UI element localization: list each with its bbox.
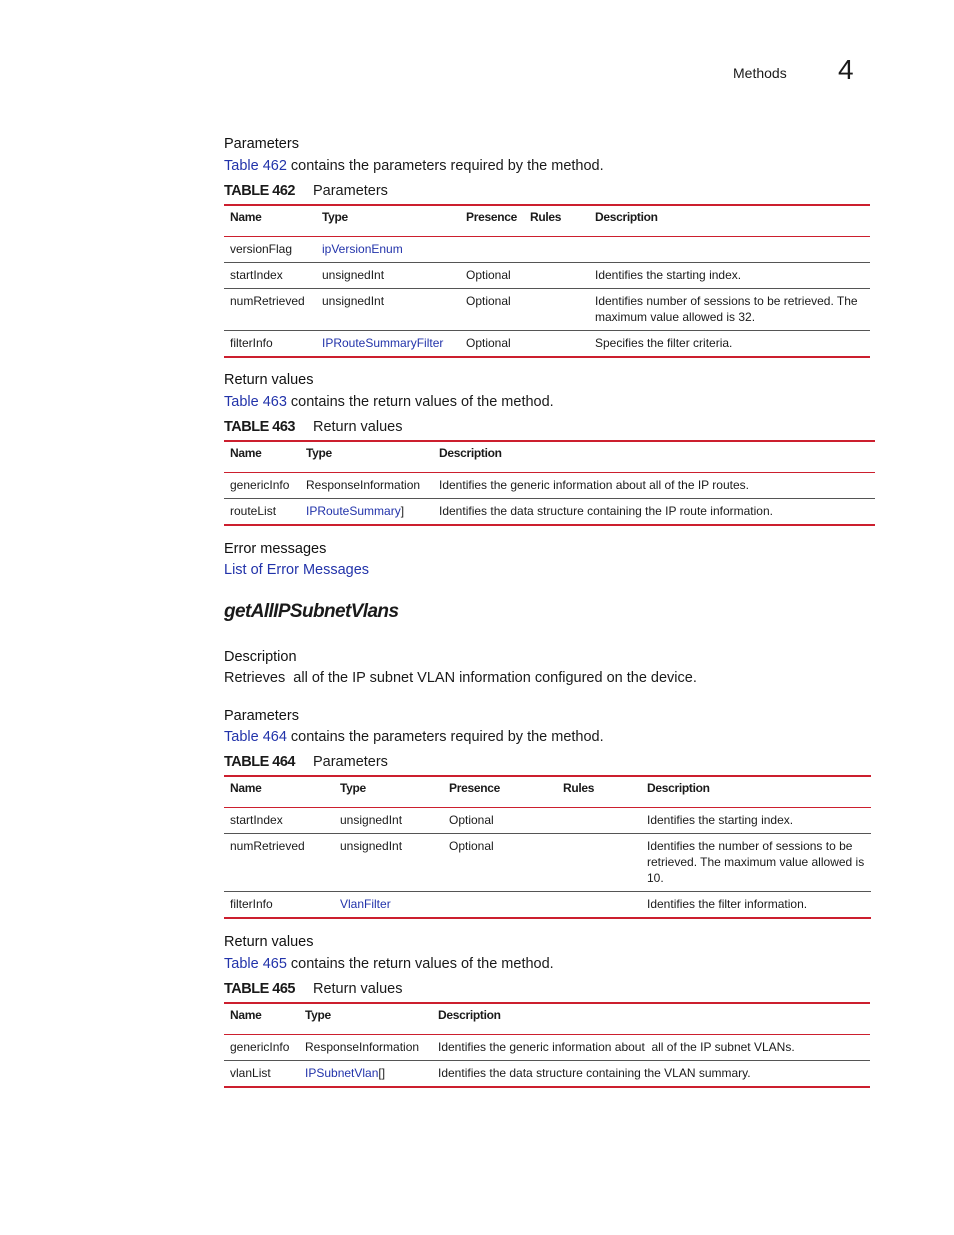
cell-description: Identifies the starting index. bbox=[641, 808, 871, 834]
table-row: vlanList IPSubnetVlan[] Identifies the data structure containing the VLAN summary. bbox=[224, 1061, 870, 1088]
table-header-row bbox=[224, 1003, 870, 1035]
table-header-row bbox=[224, 205, 870, 237]
type-link[interactable]: IPSubnetVlan bbox=[305, 1066, 379, 1080]
table-row bbox=[224, 1035, 870, 1061]
cell-name: genericInfo bbox=[224, 1035, 299, 1061]
column-header: Description bbox=[589, 205, 870, 237]
return-values-heading: Return values bbox=[224, 372, 314, 388]
table-463-caption: TABLE 463 Return values bbox=[224, 419, 403, 435]
column-header: Type bbox=[300, 441, 433, 473]
cell-type: unsignedInt bbox=[334, 834, 443, 892]
description-text: Retrieves all of the IP subnet VLAN information configured on the device. bbox=[224, 670, 697, 686]
cell-description: Identifies the starting index. bbox=[589, 263, 870, 289]
column-header: Description bbox=[641, 776, 871, 808]
cell-rules bbox=[557, 834, 641, 892]
description-heading: Description bbox=[224, 649, 297, 665]
error-messages-heading: Error messages bbox=[224, 541, 327, 557]
cell-presence: Optional bbox=[460, 263, 524, 289]
parameters-heading: Parameters bbox=[224, 136, 299, 152]
table-row bbox=[224, 834, 871, 892]
cell-rules bbox=[524, 331, 589, 358]
column-header: Rules bbox=[524, 205, 589, 237]
cell-description: Identifies the data structure containing the IP route information. bbox=[433, 499, 875, 526]
table-row bbox=[224, 331, 870, 358]
table-row: routeList IPRouteSummary] Identifies the data structure containing the IP route information. bbox=[224, 499, 875, 526]
cell-description: Identifies the generic information about all of the IP subnet VLANs. bbox=[432, 1035, 870, 1061]
cell-name: versionFlag bbox=[224, 237, 316, 263]
type-link[interactable]: IPRouteSummaryFilter bbox=[322, 336, 444, 350]
table-462-caption: TABLE 462 Parameters bbox=[224, 183, 388, 199]
column-header: Type bbox=[299, 1003, 432, 1035]
type-link[interactable]: IPRouteSummary bbox=[306, 504, 401, 518]
cell-rules bbox=[524, 237, 589, 263]
cell-presence bbox=[443, 892, 557, 919]
table-465-link[interactable]: Table 465 bbox=[224, 956, 287, 972]
table-header-row bbox=[224, 776, 871, 808]
column-header: Presence bbox=[443, 776, 557, 808]
running-header-section: Methods bbox=[733, 65, 787, 81]
column-header: Description bbox=[433, 441, 875, 473]
cell-rules bbox=[524, 263, 589, 289]
cell-presence: Optional bbox=[443, 808, 557, 834]
parameters-heading: Parameters bbox=[224, 708, 299, 724]
cell-name: startIndex bbox=[224, 263, 316, 289]
cell-name: filterInfo bbox=[224, 331, 316, 358]
cell-name: startIndex bbox=[224, 808, 334, 834]
table-row bbox=[224, 263, 870, 289]
type-link[interactable]: ipVersionEnum bbox=[322, 242, 403, 256]
cell-presence: Optional bbox=[460, 289, 524, 331]
parameters-intro: Table 464 contains the parameters required by the method. bbox=[224, 729, 604, 745]
cell-description: Identifies the generic information about all of the IP routes. bbox=[433, 473, 875, 499]
cell-name: numRetrieved bbox=[224, 834, 334, 892]
return-values-intro: Table 463 contains the return values of the method. bbox=[224, 394, 554, 410]
table-row bbox=[224, 473, 875, 499]
table-462-link[interactable]: Table 462 bbox=[224, 158, 287, 174]
return-values-heading: Return values bbox=[224, 934, 314, 950]
table-header-row bbox=[224, 441, 875, 473]
cell-type: unsignedInt bbox=[316, 263, 460, 289]
error-messages-link[interactable]: List of Error Messages bbox=[224, 562, 370, 578]
cell-type: unsignedInt bbox=[316, 289, 460, 331]
cell-name: routeList bbox=[224, 499, 300, 526]
parameters-intro: Table 462 contains the parameters required by the method. bbox=[224, 158, 604, 174]
column-header: Type bbox=[334, 776, 443, 808]
cell-description: Identifies the data structure containing the VLAN summary. bbox=[432, 1061, 870, 1088]
column-header: Rules bbox=[557, 776, 641, 808]
cell-rules bbox=[557, 892, 641, 919]
table-463-link[interactable]: Table 463 bbox=[224, 394, 287, 410]
cell-name: numRetrieved bbox=[224, 289, 316, 331]
return-values-intro: Table 465 contains the return values of the method. bbox=[224, 956, 554, 972]
cell-type: unsignedInt bbox=[334, 808, 443, 834]
table-row bbox=[224, 808, 871, 834]
cell-presence bbox=[460, 237, 524, 263]
table-row bbox=[224, 892, 871, 919]
cell-name: filterInfo bbox=[224, 892, 334, 919]
cell-type: ResponseInformation bbox=[300, 473, 433, 499]
cell-rules bbox=[524, 289, 589, 331]
column-header: Presence bbox=[460, 205, 524, 237]
column-header: Type bbox=[316, 205, 460, 237]
cell-description bbox=[589, 237, 870, 263]
column-header: Name bbox=[224, 441, 300, 473]
cell-description: Identifies number of sessions to be retrieved. The maximum value allowed is 32. bbox=[589, 289, 870, 331]
cell-name: genericInfo bbox=[224, 473, 300, 499]
table-465 bbox=[224, 1002, 870, 1088]
table-465-caption: TABLE 465 Return values bbox=[224, 981, 403, 997]
cell-name: vlanList bbox=[224, 1061, 299, 1088]
table-463 bbox=[224, 440, 875, 526]
cell-presence: Optional bbox=[460, 331, 524, 358]
column-header: Name bbox=[224, 205, 316, 237]
cell-description: Identifies the number of sessions to be retrieved. The maximum value allowed is 10. bbox=[641, 834, 871, 892]
cell-type: ResponseInformation bbox=[299, 1035, 432, 1061]
table-464-link[interactable]: Table 464 bbox=[224, 729, 287, 745]
column-header: Description bbox=[432, 1003, 870, 1035]
table-row bbox=[224, 289, 870, 331]
table-464-caption: TABLE 464 Parameters bbox=[224, 754, 388, 770]
running-header-chapter-number: 4 bbox=[838, 54, 854, 85]
table-462 bbox=[224, 204, 870, 358]
cell-presence: Optional bbox=[443, 834, 557, 892]
table-row bbox=[224, 237, 870, 263]
method-title: getAllIPSubnetVlans bbox=[224, 601, 399, 622]
cell-description: Specifies the filter criteria. bbox=[589, 331, 870, 358]
cell-rules bbox=[557, 808, 641, 834]
type-link[interactable]: VlanFilter bbox=[340, 897, 391, 911]
table-464 bbox=[224, 775, 871, 919]
cell-description: Identifies the filter information. bbox=[641, 892, 871, 919]
column-header: Name bbox=[224, 1003, 299, 1035]
column-header: Name bbox=[224, 776, 334, 808]
